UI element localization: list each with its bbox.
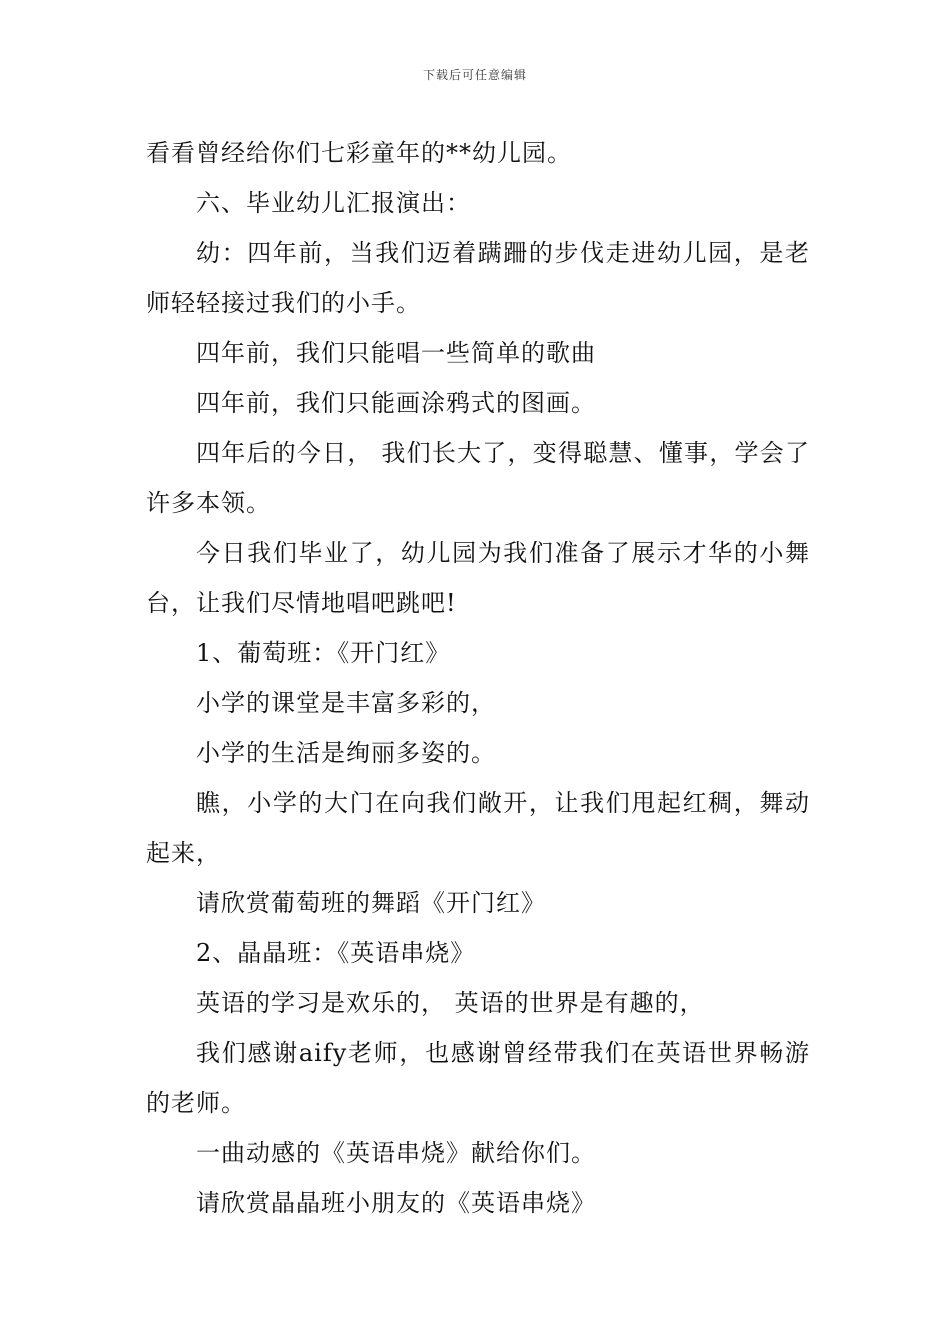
- paragraph: 小学的课堂是丰富多彩的，: [196, 689, 496, 717]
- paragraph: 英语的学习是欢乐的， 英语的世界是有趣的，: [196, 989, 705, 1017]
- paragraph: 一曲动感的《英语串烧》献给你们。: [196, 1139, 596, 1167]
- section-heading: 六、毕业幼儿汇报演出：: [196, 189, 471, 217]
- paragraph: 四年前，我们只能画涂鸦式的图画。: [196, 389, 596, 417]
- paragraph: 小学的生活是绚丽多姿的。: [196, 739, 496, 767]
- program-item-heading: 1、葡萄班：《开门红》: [196, 639, 451, 667]
- paragraph: 看看曾经给你们七彩童年的**幼儿园。: [146, 139, 572, 167]
- document-body: [146, 128, 810, 1228]
- paragraph: 我们感谢aify老师，也感谢曾经带我们在英语世界畅游的老师。: [146, 1039, 810, 1117]
- page-header: 下载后可任意编辑: [422, 68, 527, 82]
- paragraph: 四年前，我们只能唱一些简单的歌曲: [196, 339, 596, 367]
- paragraph: 请欣赏葡萄班的舞蹈《开门红》: [196, 889, 546, 917]
- paragraph: 今日我们毕业了，幼儿园为我们准备了展示才华的小舞台，让我们尽情地唱吧跳吧!: [146, 539, 810, 617]
- paragraph: 瞧，小学的大门在向我们敞开，让我们甩起红稠，舞动起来，: [146, 789, 810, 867]
- paragraph: 请欣赏晶晶班小朋友的《英语串烧》: [196, 1189, 596, 1217]
- program-item-heading: 2、晶晶班：《英语串烧》: [196, 939, 476, 967]
- paragraph: 幼：四年前，当我们迈着蹒跚的步伐走进幼儿园，是老师轻轻接过我们的小手。: [146, 239, 810, 317]
- paragraph: 四年后的今日， 我们长大了，变得聪慧、懂事，学会了许多本领。: [146, 439, 810, 517]
